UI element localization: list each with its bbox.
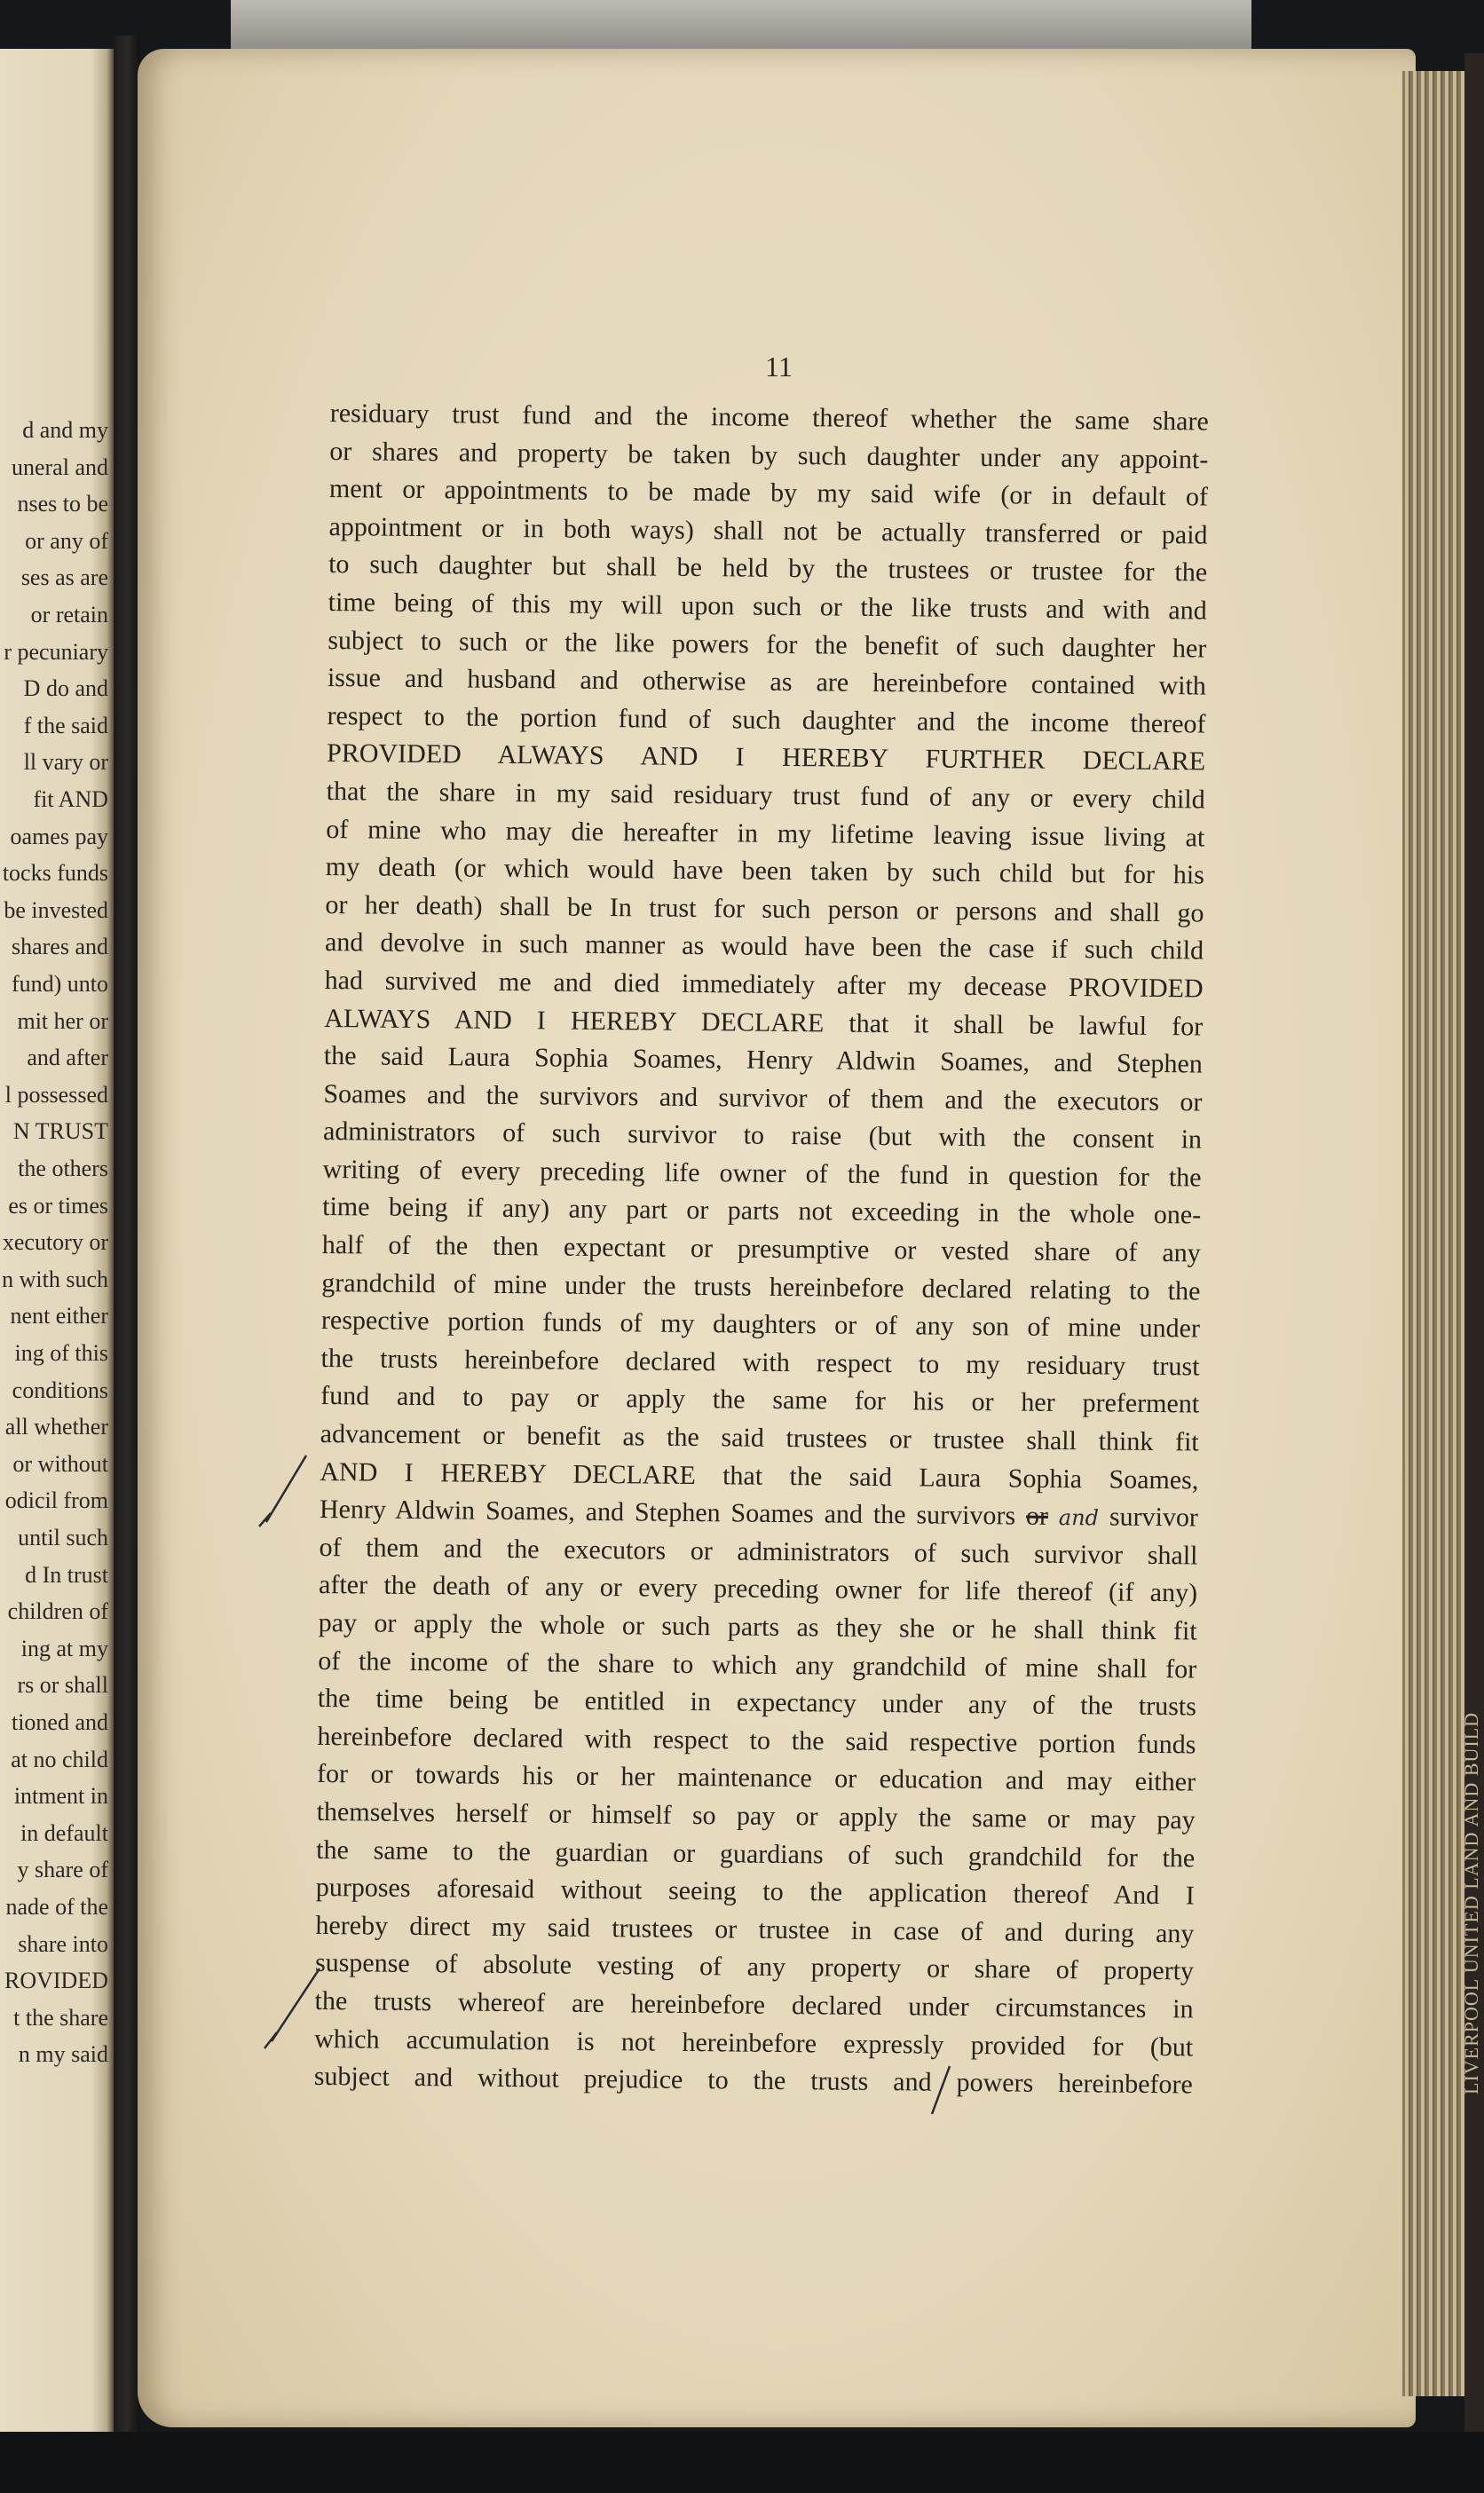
- left-page-line: ll vary or: [23, 749, 108, 776]
- text-line: fund and to pay or apply the same for his or her preferment: [320, 1381, 1200, 1419]
- text-line: subject and without prejudice to the trusts and powers hereinbefore: [313, 2062, 1193, 2100]
- text-line: of them and the executors or administrators of such survivor shall: [319, 1532, 1198, 1571]
- text-line: the trusts hereinbefore declared with respect to my residuary trust: [320, 1343, 1200, 1382]
- left-page-line: at no child: [11, 1746, 108, 1772]
- left-page-line: y share of: [17, 1857, 108, 1883]
- text-line: the time being be entitled in expectancy under any of the trusts: [317, 1684, 1197, 1722]
- text-line: time being if any) any part or parts not exceeding in the whole one-: [322, 1192, 1202, 1230]
- text-line: after the death of any or every preceding owner for life thereof (if any): [318, 1570, 1198, 1608]
- left-page-line: n with such: [2, 1266, 108, 1292]
- left-page-line: odicil from: [4, 1487, 108, 1514]
- text-line: appointment or in both ways) shall not be actually transferred or paid: [328, 511, 1208, 550]
- left-page-line: nses to be: [17, 491, 108, 517]
- left-page-line: N TRUST: [12, 1118, 108, 1145]
- left-page-line: ing at my: [20, 1635, 108, 1661]
- left-page-line: t the share: [13, 2004, 108, 2031]
- text-line: subject to such or the like powers for the benefit of such daughter her: [328, 625, 1207, 664]
- text-line: the trusts whereof are hereinbefore declared under circumstances in: [314, 1985, 1194, 2024]
- text-line: for or towards his or her maintenance or education and may either: [316, 1759, 1196, 1797]
- text-line: respective portion funds of my daughters or of any son of mine under: [320, 1306, 1201, 1344]
- text-line: time being of this my will upon such or the like trusts and with and: [328, 587, 1207, 626]
- text-line: the said Laura Sophia Soames, Henry Aldwin Soames, and Stephen: [323, 1041, 1203, 1079]
- left-page-line: or without: [12, 1450, 108, 1477]
- left-page-line: nade of the: [5, 1894, 108, 1920]
- text-line: pay or apply the whole or such parts as they she or he shall think fit: [318, 1607, 1197, 1646]
- page-number: 11: [765, 351, 793, 383]
- handwritten-insert: and: [1058, 1505, 1100, 1531]
- text-line: PROVIDED ALWAYS AND I HEREBY FURTHER DECLARE: [326, 738, 1206, 777]
- left-page-line: the others: [18, 1156, 108, 1181]
- left-page-line: or retain: [30, 602, 108, 627]
- text-line: ALWAYS AND I HEREBY DECLARE that it shall be lawful for: [324, 1003, 1204, 1041]
- main-text: [314, 395, 1209, 2104]
- text-line: issue and husband and otherwise as are hereinbefore contained with: [327, 663, 1207, 701]
- line-part: survivor: [1109, 1502, 1199, 1533]
- page-edges: [1402, 71, 1464, 2396]
- left-page-line: oames pay: [10, 823, 108, 849]
- left-page-line: nent either: [10, 1303, 108, 1329]
- text-line: and devolve in such manner as would have been the case if such child: [324, 927, 1204, 966]
- left-page-line: fit AND: [33, 786, 108, 812]
- line-part: Henry Aldwin Soames, and Stephen Soames and the survivors: [319, 1495, 1016, 1531]
- text-line: my death (or which would have been taken by such child but for his: [325, 852, 1205, 890]
- left-page-line: xecutory or: [2, 1229, 108, 1256]
- text-line: hereinbefore declared with respect to the said respective portion funds: [317, 1721, 1196, 1760]
- left-page-text: [0, 49, 108, 2445]
- text-line: that the share in my said residuary trust fund of any or every child: [326, 776, 1205, 815]
- text-line: suspense of absolute vesting of any property or share of property: [314, 1948, 1195, 1986]
- text-line: had survived me and died immediately after my decease PROVIDED: [324, 965, 1204, 1004]
- text-line: hereby direct my said trustees or trustee in case of and during any: [315, 1910, 1195, 1949]
- text-line: themselves herself or himself so pay or apply the same or may pay: [316, 1796, 1196, 1835]
- left-page-line: fund) unto: [11, 971, 108, 997]
- left-page-line: and after: [27, 1045, 108, 1071]
- text-line: grandchild of mine under the trusts hereinbefore declared relating to the: [321, 1267, 1201, 1306]
- text-line: writing of every preceding life owner of the fund in question for the: [322, 1154, 1202, 1193]
- text-line: administrators of such survivor to raise (but with the consent in: [322, 1116, 1203, 1155]
- text-line: residuary trust fund and the income thereof whether the same share: [329, 398, 1209, 437]
- text-line: or shares and property be taken by such daughter under any appoint-: [329, 436, 1209, 475]
- left-page-line: mit her or: [17, 1007, 108, 1034]
- left-page-line: ROVIDED: [4, 1968, 108, 1994]
- left-page-line: be invested: [4, 896, 108, 923]
- left-page-line: l possessed: [4, 1081, 108, 1108]
- left-page-line: or any of: [25, 527, 108, 554]
- left-page-line: all whether: [4, 1414, 108, 1440]
- left-page-line: n my said: [18, 2041, 108, 2068]
- left-page-line: intment in: [13, 1783, 108, 1810]
- left-page-line: rs or shall: [17, 1672, 108, 1699]
- book-gutter: [114, 36, 140, 2467]
- left-page-line: tocks funds: [2, 860, 108, 887]
- left-page-line: uneral and: [11, 454, 108, 480]
- spine-label: LIVERPOOL UNITED LAND AND BUILD: [1460, 1711, 1482, 2095]
- text-line: Soames and the survivors and survivor of them and the executors or: [323, 1078, 1203, 1117]
- left-page-line: tioned and: [11, 1709, 108, 1735]
- text-line: the same to the guardian or guardians of such grandchild for the: [316, 1834, 1196, 1873]
- text-line: of the income of the share to which any grandchild of mine shall for: [318, 1645, 1197, 1684]
- background-sheet: [231, 0, 1251, 53]
- text-line: AND I HEREBY DECLARE that the said Laura Sophia Soames,: [320, 1456, 1199, 1495]
- text-line: to such daughter but shall be held by the trustees or trustee for the: [328, 549, 1208, 588]
- text-line: half of the then expectant or presumptive or vested share of any: [321, 1230, 1201, 1268]
- left-page-line: r pecuniary: [4, 638, 108, 665]
- left-page-line: D do and: [23, 675, 108, 702]
- left-page-line: ses as are: [20, 564, 108, 591]
- text-line: ment or appointments to be made by my said wife (or in default of: [328, 474, 1209, 512]
- text-line: which accumulation is not hereinbefore expressly provided for (but: [314, 2024, 1194, 2062]
- left-page-line: share into: [18, 1930, 108, 1957]
- text-line: of mine who may die hereafter in my lifetime leaving issue living at: [326, 814, 1205, 853]
- left-page-line: until such: [18, 1525, 108, 1550]
- text-line: respect to the portion fund of such daughter and the income thereof: [327, 700, 1206, 739]
- left-page-line: ing of this: [14, 1340, 108, 1366]
- struck-word: or: [1025, 1501, 1049, 1532]
- left-page-line: d and my: [22, 417, 108, 443]
- text-line: or her death) shall be In trust for such person or persons and shall go: [325, 889, 1204, 928]
- left-page-line: es or times: [8, 1192, 108, 1219]
- left-page-line: in default: [20, 1819, 108, 1846]
- left-page: [0, 49, 114, 2445]
- scan-border: [0, 2432, 1484, 2493]
- text-line: purposes aforesaid without seeing to the application thereof And I: [315, 1873, 1195, 1911]
- left-page-line: d In trust: [25, 1561, 108, 1588]
- text-line: advancement or benefit as the said trustees or trustee shall think fit: [320, 1418, 1199, 1457]
- left-page-line: shares and: [11, 934, 108, 960]
- left-page-line: f the said: [23, 712, 108, 738]
- left-page-line: conditions: [12, 1377, 108, 1403]
- left-page-line: children of: [7, 1598, 108, 1625]
